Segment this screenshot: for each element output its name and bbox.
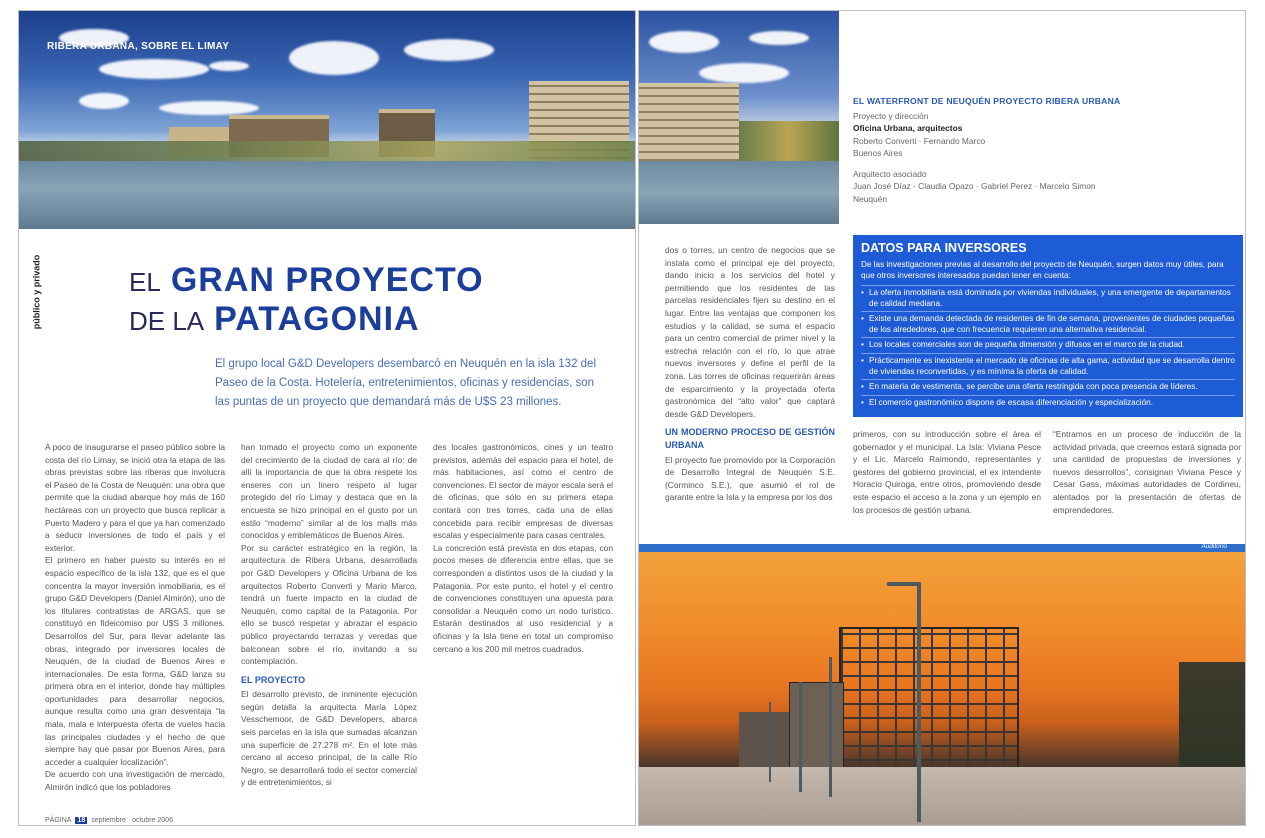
box-list-item: • La oferta inmobiliaria está dominada por viviendas individuales, y una emergente de departamentos de calidad mediana. [861, 285, 1235, 311]
right-column-1 [665, 244, 835, 504]
title-el: EL [129, 267, 161, 297]
auditorium-render-image [639, 552, 1246, 826]
right-column-3 [1053, 428, 1241, 516]
section-heading-gestion-urbana: UN MODERNO PROCESO DE GESTIÓN URBANA [665, 427, 835, 450]
image-caption: Auditorio [1201, 543, 1227, 550]
article-title [129, 261, 484, 339]
paragraph: El desarrollo previsto, de inminente ejecución según detalla la arquitecta María López Vesschemoor, de G&D Developers, abarca seis parcelas en la isla que sumadas alcanzan una superficie de 27.278 m². En el lote más cercano al acceso principal, de la calle Río Negro, se desarrollará todo el sector comercial y de entretenimientos, si [241, 689, 417, 788]
credits-title: EL WATERFRONT DE NEUQUÉN PROYECTO RIBERA URBANA [853, 96, 1121, 106]
box-title: DATOS PARA INVERSORES [861, 241, 1027, 255]
investor-data-box [853, 235, 1243, 417]
title-gran-proyecto: GRAN PROYECTO [170, 261, 484, 299]
box-list-item: • Prácticamente es inexistente el mercado de oficinas de alta gama, actividad que se desarrolla dentro de viviendas reconvertidas, y es mínima la oferta de calidad. [861, 353, 1235, 379]
section-side-label: público y privado [31, 254, 42, 330]
box-list-item: • El comercio gastronómico dispone de escasa diferenciación y especialización. [861, 395, 1235, 411]
box-list-item: • En materia de vestimenta, se percibe una oferta restringida con poca presencia de líderes. [861, 379, 1235, 395]
page-number: 18 [77, 817, 86, 824]
paragraph: primeros, con su introducción sobre el área el gobernador y el municipal. La Isla: Viviana Pesce y el Lic. Marcelo Raimondo, representantes y gestores del gobierno provincial, el ex intendente Horacio Quiroga, entre otros, promoviendo desde este espacio el acceso a la zona y un ejemplo en los procesos de gestión urbana. [853, 429, 1041, 515]
title-de-la: DE LA [129, 306, 205, 336]
paragraph: dos o torres, un centro de negocios que se instala como el principal eje del proyecto, dando inicio a los servicios del hotel y permitiendo que los residentes de las parcelas residenciales fijen su destino en el lugar. Entre las ventajas que componen los estudios y la calidad, se suma el espacio para un centro comercial de primer nivel y la estrecha relación con el río, lo que atrae nuevos inversores y define el perfil de la zona. Las torres de oficinas requerirán áreas de esparcimiento y la proyectada oferta gastronómica del “alto valor” que captará desde G&D Developers. [665, 245, 835, 419]
column-2 [241, 441, 417, 789]
right-column-2 [853, 428, 1041, 516]
waterfront-render-image [19, 11, 636, 229]
credits-firm: Oficina Urbana, arquitectos [853, 123, 963, 133]
project-credits: EL WATERFRONT DE NEUQUÉN PROYECTO RIBERA URBANA Proyecto y dirección Oficina Urbana, arquitectos Roberto Converti · Fernando Marco Buenos Aires Arquitecto asociado Juan José Díaz · Claudia Opazo · Gabriel Perez · Marcelo Simon Neuquén [853, 95, 1233, 205]
box-list-item: • Existe una demanda detectada de residentes de fin de semana, provenientes de ciudades pequeñas de los alrededores, que con frecuencia requieren una alternativa residencial. [861, 311, 1235, 337]
paragraph: A poco de inaugurarse el paseo público sobre la costa del río Limay, se inició otra la etapa de las obras previstas sobre las riberas que involucra el Paseo de la Costa de Neuquén: una obra que permite que la ciudad abarque hoy más de 160 hectáreas con un proyecto que busca replicar a Puerto Madero y para el que ya han comenzado a seducir inversiones de todo el país y el exterior. [45, 442, 225, 553]
paragraph: El proyecto fue promovido por la Corporación de Desarrollo Integral de Neuquén S.E. (Corminco S.E.), que asumió el rol de garante entre la Isla y la empresa por los dos [665, 454, 835, 503]
paragraph: han tomado el proyecto como un exponente del crecimiento de la ciudad de cara al río: de allí la importancia de que la obra respete los enseres con un linero respeto al lugar protegido del río Limay y destaca que en la encuesta se hizo principal en el gusto por un estilo “moderno” similar al de los malls más conocidos y emblemáticos de Buenos Aires. [241, 442, 417, 541]
waterfront-render-image-continued [639, 11, 839, 224]
article-lead: El grupo local G&D Developers desembarcó en Neuquén en la isla 132 del Paseo de la Costa. Hotelería, entretenimientos, oficinas y residencias, son las puntas de un proyecto que demandará más de U$S 23 millones. [215, 358, 597, 408]
right-page [638, 10, 1246, 826]
box-list-item: • Los locales comerciales son de pequeña dimensión y difusos en el marco de la ciudad. [861, 337, 1235, 353]
title-patagonia: PATAGONIA [214, 300, 420, 338]
section-heading-el-proyecto: EL PROYECTO [241, 674, 306, 685]
paragraph: des locales gastronómicos, cines y un teatro previstos, además del espacio para el hotel, de más habitaciones, así como el centro de convenciones. El sector de mayor escala será el de oficinas, que sólo en su primera etapa contará con tres torres, cada una de ellas concebida para recibir empresas de diversas escalas y especialmente para casas centrales. [433, 442, 613, 541]
box-intro: De las investigaciones previas al desarrollo del proyecto de Neuquén, surgen datos muy útiles, para que otros inversores interesados puedan tener en cuenta: [861, 260, 1224, 280]
page-footer: PÁGINA 18 septiembre · octubre 2006 [45, 817, 173, 824]
paragraph: “Entramos en un proceso de inducción de la actividad privada, que creemos estará signada por una cantidad de propuestas de inversiones y nuevos desarrollos”, consignan Viviana Pesce y Cesar Gass, máximas autoridades de Cordineu, alentados por la presentación de ofertas de emprendedores. [1053, 429, 1241, 515]
paragraph: La concreción está prevista en dos etapas, con pocos meses de diferencia entre ellas, que se corresponden a distintos usos de la ciudad y la Patagonia. Por este punto, el hotel y el centro de convenciones constituyen una apuesta para consolidar a Neuquén como un nodo turístico. Estarán destinados al uso residencial y a oficinas y la Isla tiene en total un compromiso cercano a los 200 mil metros cuadrados. [433, 542, 613, 654]
section-tag: RIBERA URBANA, SOBRE EL LIMAY [47, 41, 230, 52]
caption-strip [639, 544, 1246, 552]
paragraph: El primero en haber puesto su interés en el espacio específico de la isla 132, que es el que concentra la mayor inversión inmobiliaria, es el grupo G&D Developers (Daniel Almirón), uno de los titulares contratistas de ARGAS, que se constituyó en fideicomiso por U$S 3 millones. Desarrollos del Sur, para llevar adelante las obras, integrado por inversores locales de Neuquén, de la ciudad de Buenos Aires e internacionales. De esta forma, G&D lanza su primera obra en el interior, donde hay múltiples oportunidades para desarrollar negocios, aunque resulta como una gran desventaja “la mala, mala e interpuesta oferta de vuelos hacia las principales ciudades y el hecho de que siempre hay que pasar por Buenos Aires, para acceder a cualquier localización”. [45, 555, 225, 767]
paragraph: Por su carácter estratégico en la región, la arquitectura de Ribera Urbana, desarrollada por G&D Developers y Oficina Urbana de los arquitectos Roberto Converti y Mario Marco, tendrá un fuerte impacto en la ciudad de Neuquén, como capital de la Patagonia. Por ello se buscó respetar y abrazar el espacio público proyectando terrazas y veredas que balconean sobre el río, invitando a su contemplación. [241, 542, 417, 667]
column-3 [433, 441, 613, 655]
paragraph: De acuerdo con una investigación de mercado, Almirón indicó que los pobladores [45, 769, 225, 793]
left-page [18, 10, 636, 826]
column-1 [45, 441, 225, 794]
